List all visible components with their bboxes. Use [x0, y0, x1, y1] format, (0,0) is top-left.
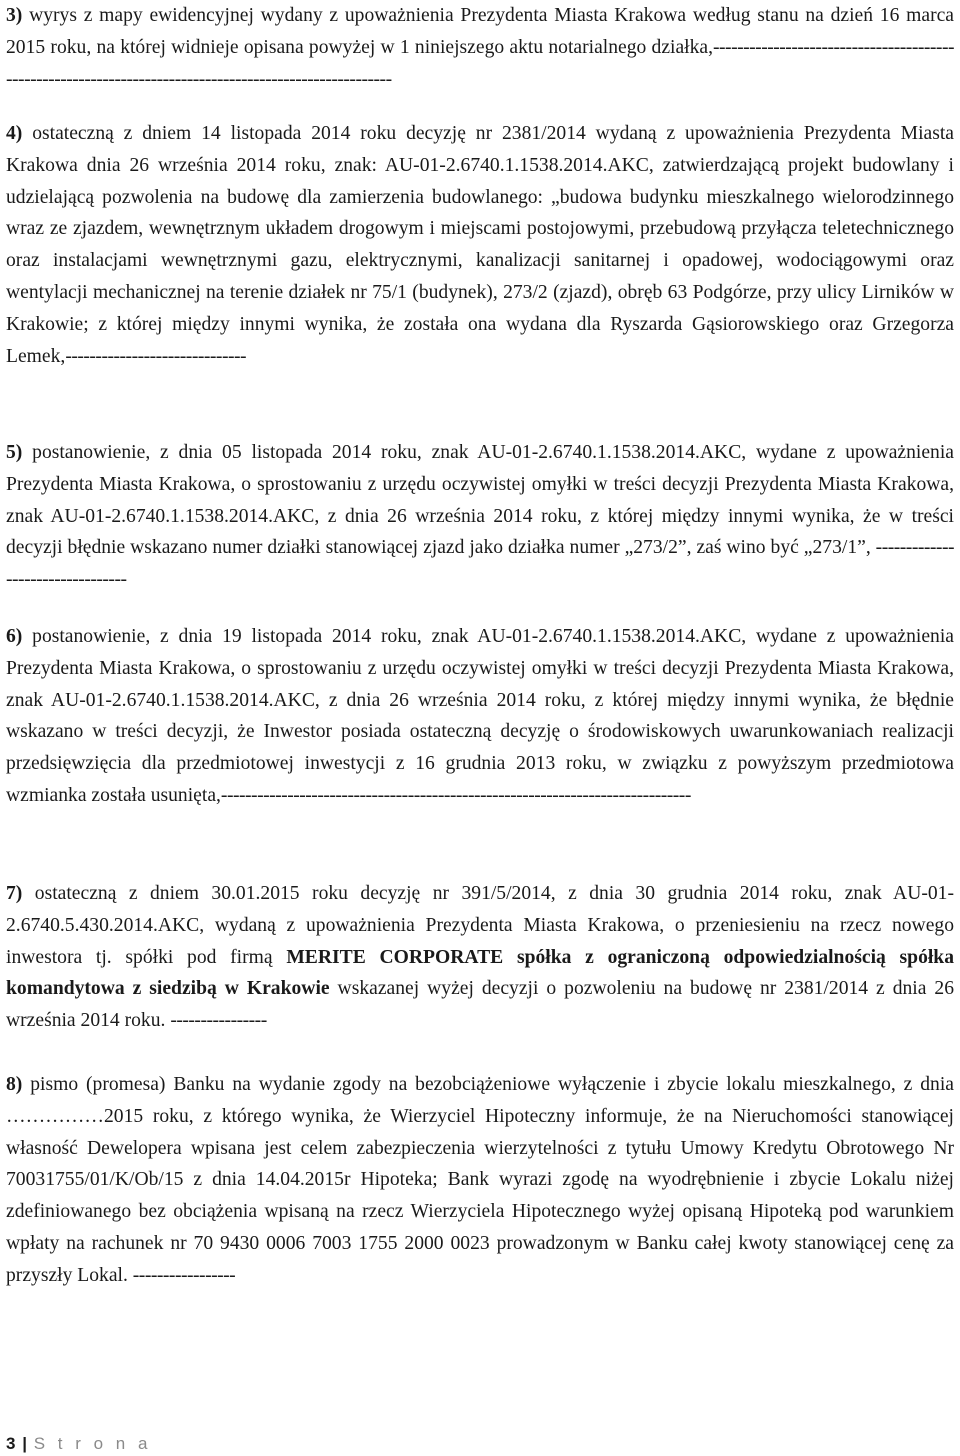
dash-filler: --------------------------------------------------------------------------------------------------------	[6, 36, 954, 90]
paragraph-6	[6, 621, 954, 812]
paragraph-5	[6, 437, 954, 596]
page-footer	[6, 1434, 151, 1454]
paragraph-number: 7)	[6, 883, 23, 904]
paragraph-number: 6)	[6, 626, 23, 647]
dash-filler: ------------------------------	[65, 345, 247, 367]
paragraph-7	[6, 878, 954, 1037]
dash-filler: -----------------	[132, 1264, 236, 1286]
paragraph-text: ostateczną z dniem 30.01.2015 roku decyzję nr 391/5/2014, z dnia 30 grudnia 2014 roku, znak AU-01-2.6740.5.430.2014.AKC, wydaną z upoważnienia Prezydenta Miasta Krakowa, o przeniesieniu na rzecz nowego inwestora tj. spółki pod firmą	[6, 883, 954, 968]
dash-filler: ---------------------------------	[6, 537, 954, 591]
paragraph-number: 5)	[6, 442, 23, 463]
dash-filler: ----------------	[170, 1010, 267, 1032]
page-label: S t r o n a	[33, 1434, 152, 1453]
paragraph-text: pismo (promesa) Banku na wydanie zgody na bezobciążeniowe wyłączenie i zbycie lokalu mieszkalnego, z dnia ……………2015 roku, z którego wynika, że Wierzyciel Hipoteczny informuje, że na Nieruchomości stanowiącej własność Dewelopera wpisana jest celem zabezpieczenia wierzytelności z tytułu Umowy Kredytu Obrotowego Nr 70031755/01/K/Ob/15 z dnia 14.04.2015r Hipoteka; Bank wyrazi zgodę na wyodrębnienie i zbycie Lokalu niżej zdefiniowanego bez obciążenia wpisaną na rzecz Wierzyciela Hipotecznego wyżej opisaną Hipoteką pod warunkiem wpłaty na rachunek nr 70 9430 0006 7003 1755 2000 0023 prowadzonym w Banku całej kwoty stanowiącej cenę za przyszły Lokal.	[6, 1074, 954, 1286]
paragraph-4	[6, 118, 954, 372]
page-number: 3	[6, 1434, 16, 1453]
paragraph-number: 4)	[6, 123, 23, 144]
paragraph-text: ostateczną z dniem 14 listopada 2014 roku decyzję nr 2381/2014 wydaną z upoważnienia Prezydenta Miasta Krakowa dnia 26 września 2014 roku, znak: AU-01-2.6740.1.1538.2014.AKC, zatwierdzającą projekt budowlany i udzielającą pozwolenia na budowę dla zamierzenia budowlanego: „budowa budynku mieszkalnego wielorodzinnego wraz ze zjazdem, wewnętrznym układem drogowym i miejscami postojowymi, przebudową przyłącza teletechnicznego oraz instalacjami wewnętrznymi gazu, elektrycznymi, kanalizacji sanitarnej i opadowej, wodociągowymi oraz wentylacji mechanicznej na terenie działek nr 75/1 (budynek), 273/2 (zjazd), obręb 63 Podgórze, przy ulicy Lirników w Krakowie; z której między innymi wynika, że została ona wydana dla Ryszarda Gąsiorowskiego oraz Grzegorza Lemek,	[6, 123, 954, 367]
paragraph-text: postanowienie, z dnia 05 listopada 2014 roku, znak AU-01-2.6740.1.1538.2014.AKC, wydane z upoważnienia Prezydenta Miasta Krakowa, o sprostowaniu z urzędu oczywistej omyłki w treści decyzji Prezydenta Miasta Krakowa, znak AU-01-2.6740.1.1538.2014.AKC, z dnia 26 września 2014 roku, z której między innymi wynika, że w treści decyzji błędnie wskazano numer działki stanowiącej zjazd jako działka numer „273/2”, zaś wino być „273/1”,	[6, 442, 954, 559]
paragraph-8	[6, 1069, 954, 1292]
paragraph-text: postanowienie, z dnia 19 listopada 2014 roku, znak AU-01-2.6740.1.1538.2014.AKC, wydane z upoważnienia Prezydenta Miasta Krakowa, o sprostowaniu z urzędu oczywistej omyłki w treści decyzji Prezydenta Miasta Krakowa, znak AU-01-2.6740.1.1538.2014.AKC, z dnia 26 września 2014 roku, z której między innymi wynika, że błędnie wskazano w treści decyzji, że Inwestor posiada ostateczną decyzję o środowiskowych uwarunkowaniach realizacji przedsięwzięcia dla przedmiotowej inwestycji z 16 grudnia 2013 roku, w związku z powyższym przedmiotowa wzmianka została usunięta,	[6, 626, 954, 806]
company-name: MERITE CORPORATE spółka z ograniczoną odpowiedzialnością spółka komandytowa z siedzibą w Krakowie	[6, 946, 954, 1000]
footer-separator: |	[22, 1434, 27, 1453]
paragraph-3	[6, 0, 954, 95]
paragraph-text: wyrys z mapy ewidencyjnej wydany z upoważnienia Prezydenta Miasta Krakowa według stanu na dzień 16 marca 2015 roku, na której widnieje opisana powyżej w 1 niniejszego aktu notarialnego działka,	[6, 5, 954, 58]
paragraph-number: 3)	[6, 5, 23, 26]
paragraph-text-continued: wskazanej wyżej decyzji o pozwoleniu na budowę nr 2381/2014 z dnia 26 września 2014 roku.	[6, 978, 954, 1032]
dash-filler: ------------------------------------------------------------------------------	[220, 784, 691, 806]
paragraph-number: 8)	[6, 1074, 23, 1095]
